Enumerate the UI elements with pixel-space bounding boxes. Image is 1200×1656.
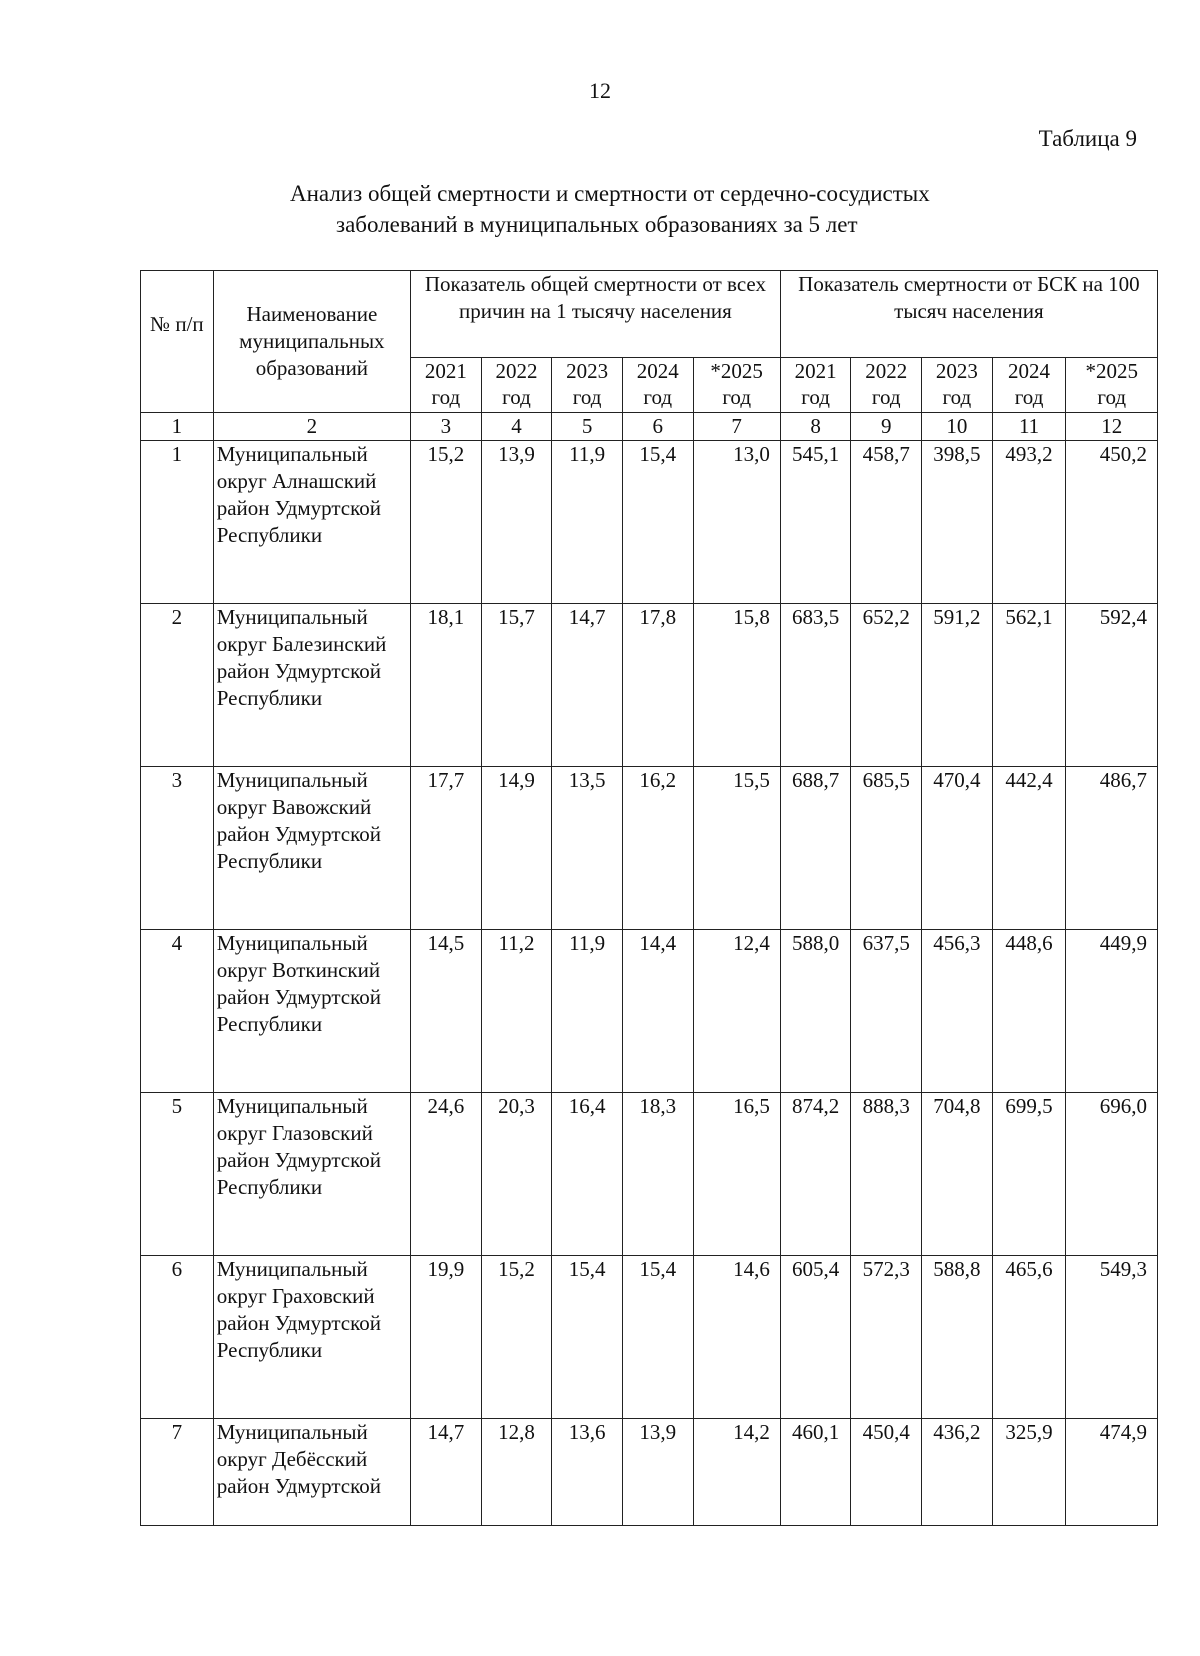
cvd-mortality-value: 474,9 xyxy=(1066,1419,1158,1526)
row-number: 6 xyxy=(141,1256,214,1419)
total-mortality-value: 12,8 xyxy=(481,1419,552,1526)
header-number: № п/п xyxy=(141,271,214,413)
column-index: 12 xyxy=(1066,413,1158,441)
header-year: *2025 год xyxy=(1066,358,1158,413)
header-year: 2023 год xyxy=(922,358,993,413)
total-mortality-value: 15,5 xyxy=(693,767,780,930)
column-index: 8 xyxy=(780,413,851,441)
column-index: 3 xyxy=(411,413,482,441)
table-row xyxy=(141,604,1158,767)
total-mortality-value: 14,5 xyxy=(411,930,482,1093)
municipality-name: Муниципальный округ Граховский район Удмуртской Республики xyxy=(213,1256,410,1419)
total-mortality-value: 15,4 xyxy=(622,1256,693,1419)
cvd-mortality-value: 456,3 xyxy=(922,930,993,1093)
title-line-2: заболеваний в муниципальных образованиях за 5 лет xyxy=(336,212,858,237)
table-row xyxy=(141,1093,1158,1256)
cvd-mortality-value: 458,7 xyxy=(851,441,922,604)
municipality-name: Муниципальный округ Глазовский район Удмуртской Республики xyxy=(213,1093,410,1256)
header-year: *2025 год xyxy=(693,358,780,413)
header-cvd-mortality: Показатель смертности от БСК на 100 тысяч населения xyxy=(780,271,1157,358)
total-mortality-value: 18,1 xyxy=(411,604,482,767)
cvd-mortality-value: 588,8 xyxy=(922,1256,993,1419)
total-mortality-value: 14,7 xyxy=(411,1419,482,1526)
cvd-mortality-value: 591,2 xyxy=(922,604,993,767)
header-year: 2022 год xyxy=(481,358,552,413)
page-number: 12 xyxy=(589,78,611,103)
cvd-mortality-value: 450,2 xyxy=(1066,441,1158,604)
row-number: 4 xyxy=(141,930,214,1093)
total-mortality-value: 15,8 xyxy=(693,604,780,767)
cvd-mortality-value: 325,9 xyxy=(992,1419,1066,1526)
total-mortality-value: 15,2 xyxy=(481,1256,552,1419)
cvd-mortality-value: 688,7 xyxy=(780,767,851,930)
total-mortality-value: 13,5 xyxy=(552,767,623,930)
total-mortality-value: 15,7 xyxy=(481,604,552,767)
cvd-mortality-value: 592,4 xyxy=(1066,604,1158,767)
header-name: Наименование муниципальных образований xyxy=(213,271,410,413)
total-mortality-value: 18,3 xyxy=(622,1093,693,1256)
table-title xyxy=(290,178,930,240)
column-index: 11 xyxy=(992,413,1066,441)
cvd-mortality-value: 562,1 xyxy=(992,604,1066,767)
cvd-mortality-value: 637,5 xyxy=(851,930,922,1093)
total-mortality-value: 15,2 xyxy=(411,441,482,604)
cvd-mortality-value: 549,3 xyxy=(1066,1256,1158,1419)
table-row xyxy=(141,441,1158,604)
municipality-name: Муниципальный округ Алнашский район Удмуртской Республики xyxy=(213,441,410,604)
total-mortality-value: 14,9 xyxy=(481,767,552,930)
cvd-mortality-value: 442,4 xyxy=(992,767,1066,930)
column-index: 6 xyxy=(622,413,693,441)
municipality-name: Муниципальный округ Воткинский район Удмуртской Республики xyxy=(213,930,410,1093)
column-index: 2 xyxy=(213,413,410,441)
total-mortality-value: 16,5 xyxy=(693,1093,780,1256)
table-row xyxy=(141,1419,1158,1526)
cvd-mortality-value: 704,8 xyxy=(922,1093,993,1256)
total-mortality-value: 11,9 xyxy=(552,930,623,1093)
mortality-table xyxy=(140,270,1158,1526)
cvd-mortality-value: 874,2 xyxy=(780,1093,851,1256)
municipality-name: Муниципальный округ Балезинский район Удмуртской Республики xyxy=(213,604,410,767)
total-mortality-value: 20,3 xyxy=(481,1093,552,1256)
total-mortality-value: 11,9 xyxy=(552,441,623,604)
row-number: 7 xyxy=(141,1419,214,1526)
table-row xyxy=(141,767,1158,930)
total-mortality-value: 11,2 xyxy=(481,930,552,1093)
total-mortality-value: 13,9 xyxy=(481,441,552,604)
total-mortality-value: 16,2 xyxy=(622,767,693,930)
table-label: Таблица 9 xyxy=(1038,126,1137,151)
total-mortality-value: 14,4 xyxy=(622,930,693,1093)
total-mortality-value: 13,6 xyxy=(552,1419,623,1526)
cvd-mortality-value: 588,0 xyxy=(780,930,851,1093)
cvd-mortality-value: 436,2 xyxy=(922,1419,993,1526)
cvd-mortality-value: 486,7 xyxy=(1066,767,1158,930)
header-year: 2022 год xyxy=(851,358,922,413)
cvd-mortality-value: 652,2 xyxy=(851,604,922,767)
cvd-mortality-value: 448,6 xyxy=(992,930,1066,1093)
header-year: 2024 год xyxy=(622,358,693,413)
column-index-row xyxy=(141,413,1158,441)
cvd-mortality-value: 465,6 xyxy=(992,1256,1066,1419)
cvd-mortality-value: 605,4 xyxy=(780,1256,851,1419)
cvd-mortality-value: 470,4 xyxy=(922,767,993,930)
table-row xyxy=(141,930,1158,1093)
column-index: 7 xyxy=(693,413,780,441)
column-index: 5 xyxy=(552,413,623,441)
cvd-mortality-value: 545,1 xyxy=(780,441,851,604)
row-number: 1 xyxy=(141,441,214,604)
total-mortality-value: 13,9 xyxy=(622,1419,693,1526)
cvd-mortality-value: 460,1 xyxy=(780,1419,851,1526)
row-number: 5 xyxy=(141,1093,214,1256)
table-row xyxy=(141,1256,1158,1419)
cvd-mortality-value: 696,0 xyxy=(1066,1093,1158,1256)
title-line-1: Анализ общей смертности и смертности от сердечно-сосудистых xyxy=(290,181,930,206)
column-index: 4 xyxy=(481,413,552,441)
total-mortality-value: 14,2 xyxy=(693,1419,780,1526)
total-mortality-value: 16,4 xyxy=(552,1093,623,1256)
cvd-mortality-value: 888,3 xyxy=(851,1093,922,1256)
municipality-name: Муниципальный округ Вавожский район Удмуртской Республики xyxy=(213,767,410,930)
cvd-mortality-value: 449,9 xyxy=(1066,930,1158,1093)
total-mortality-value: 14,6 xyxy=(693,1256,780,1419)
header-year: 2021 год xyxy=(780,358,851,413)
column-index: 9 xyxy=(851,413,922,441)
cvd-mortality-value: 493,2 xyxy=(992,441,1066,604)
cvd-mortality-value: 683,5 xyxy=(780,604,851,767)
municipality-name: Муниципальный округ Дебёсский район Удмуртской xyxy=(213,1419,410,1526)
header-year: 2021 год xyxy=(411,358,482,413)
cvd-mortality-value: 398,5 xyxy=(922,441,993,604)
total-mortality-value: 17,8 xyxy=(622,604,693,767)
total-mortality-value: 14,7 xyxy=(552,604,623,767)
total-mortality-value: 24,6 xyxy=(411,1093,482,1256)
total-mortality-value: 15,4 xyxy=(622,441,693,604)
header-total-mortality: Показатель общей смертности от всех причин на 1 тысячу населения xyxy=(411,271,781,358)
column-index: 10 xyxy=(922,413,993,441)
cvd-mortality-value: 685,5 xyxy=(851,767,922,930)
header-year: 2024 год xyxy=(992,358,1066,413)
total-mortality-value: 15,4 xyxy=(552,1256,623,1419)
cvd-mortality-value: 450,4 xyxy=(851,1419,922,1526)
total-mortality-value: 12,4 xyxy=(693,930,780,1093)
row-number: 2 xyxy=(141,604,214,767)
header-year: 2023 год xyxy=(552,358,623,413)
cvd-mortality-value: 572,3 xyxy=(851,1256,922,1419)
cvd-mortality-value: 699,5 xyxy=(992,1093,1066,1256)
column-index: 1 xyxy=(141,413,214,441)
row-number: 3 xyxy=(141,767,214,930)
total-mortality-value: 13,0 xyxy=(693,441,780,604)
total-mortality-value: 19,9 xyxy=(411,1256,482,1419)
total-mortality-value: 17,7 xyxy=(411,767,482,930)
